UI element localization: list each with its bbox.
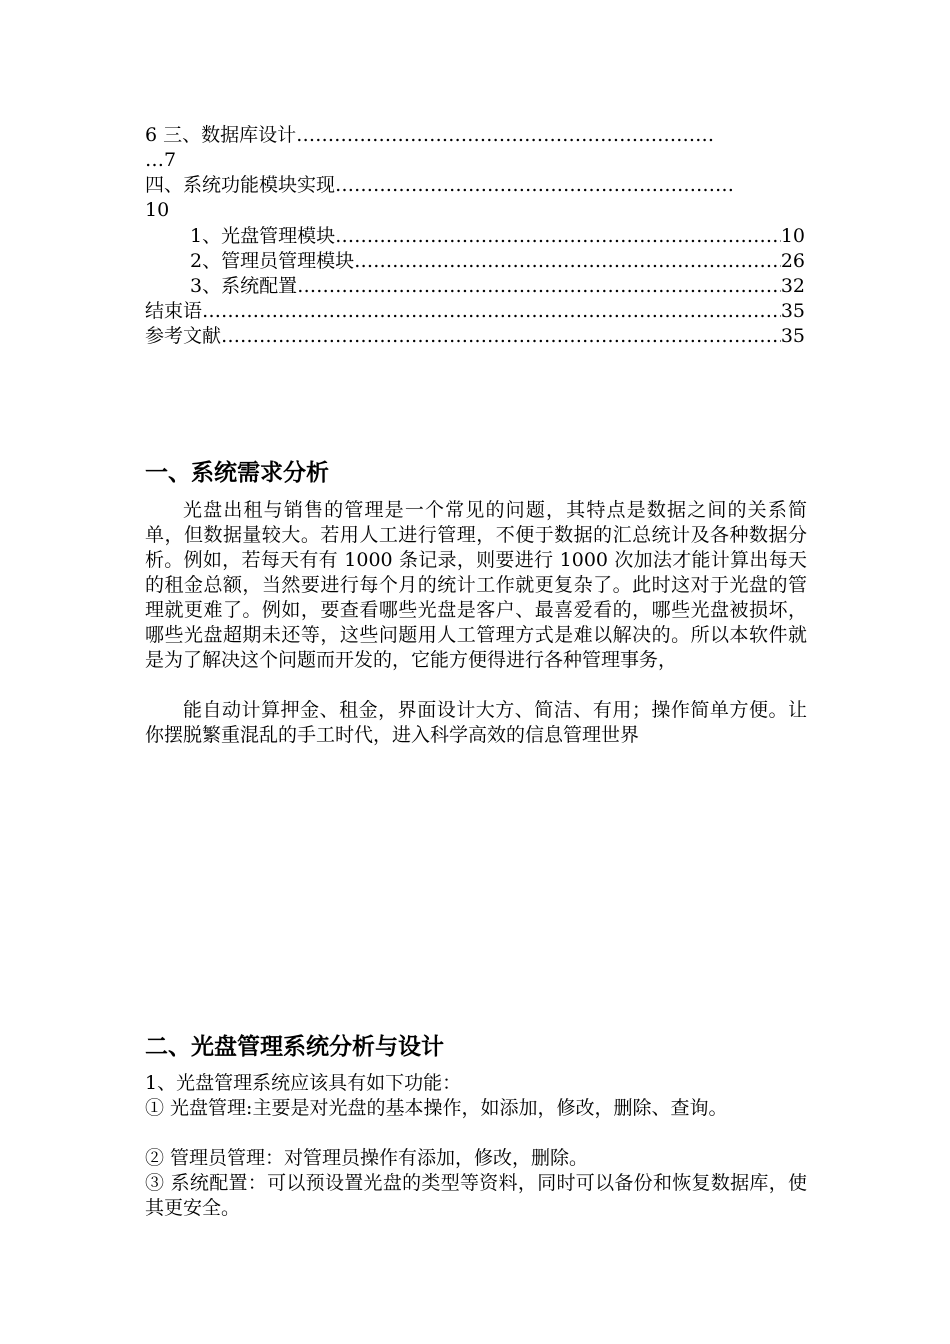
toc-row-disc-module <box>190 224 805 249</box>
toc-row-label: 2、管理员管理模块 <box>190 250 355 272</box>
toc-row-label: 1、光盘管理模块 <box>190 225 336 247</box>
toc-leader <box>202 299 781 324</box>
toc-row-page: 35 <box>780 325 805 347</box>
toc-row-admin-module <box>190 249 805 274</box>
requirements-paragraph-2: 能自动计算押金、租金，界面设计大方、简洁、有用；操作简单方便。让你摆脱繁重混乱的手工时代，进入科学高效的信息管理世界 <box>145 699 807 746</box>
toc-line-module-implementation-page: 10 <box>145 199 170 221</box>
toc-row-label: 结束语 <box>145 300 203 322</box>
section-heading-requirements: 一、系统需求分析 <box>145 460 329 486</box>
toc-leader <box>354 249 781 274</box>
function-item-system-config: ③ 系统配置：可以预设置光盘的类型等资料，同时可以备份和恢复数据库，使其更安全。 <box>145 1172 807 1219</box>
functions-intro: 1、光盘管理系统应该具有如下功能： <box>145 1072 462 1094</box>
toc-leader <box>335 224 781 249</box>
toc-row-page: 35 <box>780 300 805 322</box>
toc-row-references <box>145 324 805 349</box>
toc-leader <box>297 274 781 299</box>
toc-row-system-config <box>190 274 805 299</box>
function-item-admin-management: ② 管理员管理：对管理员操作有添加，修改，删除。 <box>145 1147 589 1169</box>
toc-row-page: 10 <box>780 225 805 247</box>
section-heading-analysis-design: 二、光盘管理系统分析与设计 <box>145 1034 444 1060</box>
toc-row-page: 32 <box>780 275 805 297</box>
toc-row-page: 26 <box>780 250 805 272</box>
toc-row-conclusion <box>145 299 805 324</box>
toc-row-label: 参考文献 <box>145 325 222 347</box>
toc-line-database-design-page: …7 <box>145 149 177 171</box>
requirements-paragraph-1: 光盘出租与销售的管理是一个常见的问题，其特点是数据之间的关系简单，但数据量较大。若用人工进行管理，不便于数据的汇总统计及各种数据分析。例如，若每天有有 1000 条记录，则要进行 1000 次加法才能计算出每天的租金总额，当然要进行每个月的统计工作就更复杂了。此时这对于光盘的管理就更难了。例如，要查看哪些光盘是客户、最喜爱看的，哪些光盘被损坏，哪些光盘超期未还等，这些问题用人工管理方式是难以解决的。所以本软件就是为了解决这个问题而开发的，它能方便得进行各种管理事务， <box>145 499 807 671</box>
toc-line-database-design: 6 三、数据库设计………………………………………………………… <box>145 124 715 146</box>
toc-leader <box>221 324 781 349</box>
toc-row-label: 3、系统配置 <box>190 275 298 297</box>
function-item-disc-management: ① 光盘管理:主要是对光盘的基本操作，如添加，修改，删除、查询。 <box>145 1097 728 1119</box>
toc-line-module-implementation: 四、系统功能模块实现……………………………………………………… <box>145 174 735 196</box>
